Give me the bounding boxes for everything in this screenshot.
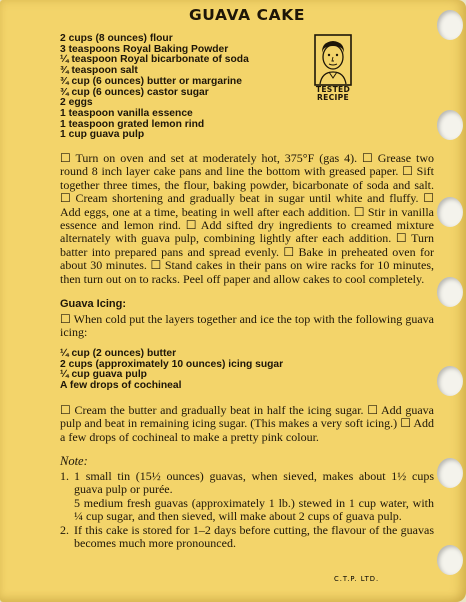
ingredient-item: 3 teaspoons Royal Baking Powder	[60, 43, 229, 55]
note-number: 2.	[60, 522, 69, 537]
ingredient-item: 1 teaspoon vanilla essence	[60, 107, 193, 119]
chef-portrait-icon	[314, 34, 352, 86]
notes-list	[60, 470, 434, 550]
ingredients-block	[60, 34, 434, 152]
binder-hole	[437, 110, 463, 140]
ingredient-item: ¾ teaspoon salt	[60, 65, 138, 77]
note-extra: 5 medium fresh guavas (approximately 1 lb.) stewed in 1 cup water, with ¼ cup sugar, and then sieved, will make about 2 cups of guava pulp.	[74, 495, 434, 524]
note-item	[60, 524, 434, 551]
badge-line-2: RECIPE	[317, 93, 349, 103]
recipe-content	[60, 6, 434, 550]
note-number: 1.	[60, 468, 69, 483]
method-text: ☐ Turn on oven and set at moderately hot, 375°F (gas 4). ☐ Grease two round 8 inch layer cake pans and line the bottom with greased paper. ☐ Sift together three times, the flour, baking powder, bicarbonate of soda and salt. ☐ Cream shortening and gradually beat in sugar until white and fluffy. ☐ Add eggs, one at a time, beating in well after each addition. ☐ Stir in vanilla essence and lemon rind. ☐ Add sifted dry ingredients to creamed mixture alternately with guava pulp, combining lightly after each addition. ☐ Turn batter into prepared pans and spread evenly. ☐ Bake in preheated oven for about 30 minutes. ☐ Stand cakes in their pans on wire racks for 10 minutes, then turn out on to racks. Peel off paper and allow cakes to cool completely.	[60, 151, 434, 286]
publisher-footer: C.T.P. LTD.	[334, 575, 380, 583]
binder-hole	[437, 545, 463, 575]
binder-hole	[437, 277, 463, 307]
ingredient-item: ¼ teaspoon Royal bicarbonate of soda	[60, 54, 249, 66]
ingredient-item: ¾ cup (6 ounces) butter or margarine	[60, 75, 242, 87]
ingredients-list	[60, 34, 434, 141]
ingredient-item: ¾ cup (6 ounces) castor sugar	[60, 86, 209, 98]
binder-hole	[437, 458, 463, 488]
icing-ingredient-item: ¼ cup guava pulp	[60, 369, 147, 381]
recipe-title: GUAVA CAKE	[188, 6, 306, 24]
ingredient-item: 2 eggs	[60, 97, 93, 109]
note-heading: Note:	[60, 453, 88, 468]
ingredient-item: 1 cup guava pulp	[60, 129, 145, 141]
icing-ingredient-item: ¼ cup (2 ounces) butter	[60, 347, 177, 359]
ingredient-item: 1 teaspoon grated lemon rind	[60, 118, 205, 130]
icing-ingredient-item: 2 cups (approximately 10 ounces) icing sugar	[60, 358, 284, 370]
ingredient-item: 2 cups (8 ounces) flour	[60, 33, 173, 44]
note-text: If this cake is stored for 1–2 days before cutting, the flavour of the guavas becomes much more pronounced.	[74, 522, 434, 550]
icing-heading: Guava Icing:	[60, 298, 127, 311]
icing-method: ☐ Cream the butter and gradually beat in half the icing sugar. ☐ Add guava pulp and beat in remaining icing sugar. (This makes a very soft icing.) ☐ Add a few drops of cochineal to make a pretty pink colour.	[60, 402, 434, 444]
binder-hole	[437, 10, 463, 40]
tested-recipe-badge	[304, 34, 362, 103]
icing-ingredient-item: A few drops of cochineal	[60, 379, 182, 391]
binder-hole	[437, 197, 463, 227]
badge-line-1: TESTED	[315, 85, 351, 94]
note-item	[60, 470, 434, 524]
icing-ingredients-list	[60, 349, 434, 392]
binder-hole	[437, 366, 463, 396]
icing-intro: ☐ When cold put the layers together and ice the top with the following guava icing:	[60, 312, 434, 340]
note-text: 1 small tin (15½ ounces) guavas, when sieved, makes about 1½ cups guava pulp or purée.	[74, 468, 434, 497]
